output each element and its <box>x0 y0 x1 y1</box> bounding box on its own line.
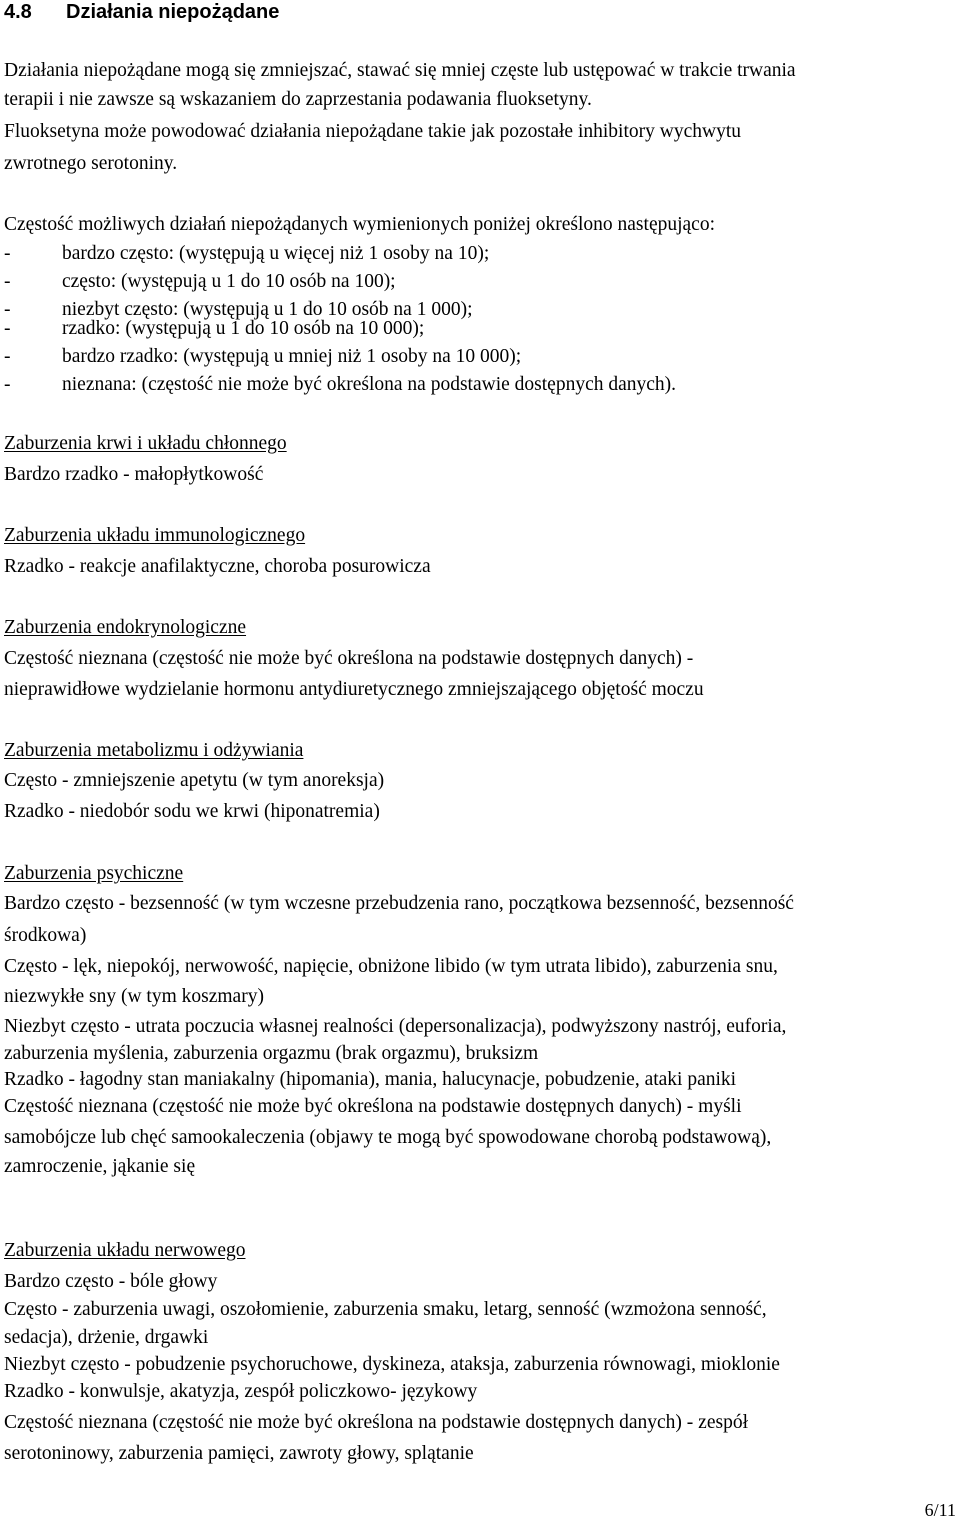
section-heading <box>4 0 279 24</box>
group-line: Często - zaburzenia uwagi, oszołomienie, zaburzenia smaku, letarg, senność (wzmożona senność, <box>4 1299 767 1320</box>
frequency-item: - często: (występują u 1 do 10 osób na 100); <box>4 271 396 292</box>
group-line: Często - zmniejszenie apetytu (w tym anoreksja) <box>4 770 385 791</box>
bullet-dash: - <box>4 318 11 339</box>
group-line: Rzadko - niedobór sodu we krwi (hiponatremia) <box>4 801 380 822</box>
group-line: Bardzo często - bezsenność (w tym wczesne przebudzenia rano, początkowa bezsenność, bezsenność <box>4 893 794 914</box>
bullet-dash: - <box>4 374 11 395</box>
group-line: nieprawidłowe wydzielanie hormonu antydiuretycznego zmniejszającego objętość moczu <box>4 679 704 700</box>
frequency-item: - nieznana: (częstość nie może być określona na podstawie dostępnych danych). <box>4 374 677 395</box>
section-title: Działania niepożądane <box>66 1 280 23</box>
group-line: Często - lęk, niepokój, nerwowość, napięcie, obniżone libido (w tym utrata libido), zaburzenia snu, <box>4 956 778 977</box>
section-number: 4.8 <box>4 1 32 23</box>
group-heading-nervous: Zaburzenia układu nerwowego <box>4 1240 246 1261</box>
group-line: Rzadko - reakcje anafilaktyczne, choroba posurowicza <box>4 556 431 577</box>
group-line: samobójcze lub chęć samookaleczenia (objawy te mogą być spowodowane chorobą podstawową), <box>4 1127 772 1148</box>
group-heading-immune: Zaburzenia układu immunologicznego <box>4 525 306 546</box>
group-line: Rzadko - konwulsje, akatyzja, zespół policzkowo- językowy <box>4 1381 478 1402</box>
group-heading-blood: Zaburzenia krwi i układu chłonnego <box>4 433 287 454</box>
intro-line: Fluoksetyna może powodować działania niepożądane takie jak pozostałe inhibitory wychwytu <box>4 121 741 142</box>
group-line: niezwykłe sny (w tym koszmary) <box>4 986 264 1007</box>
group-line: Rzadko - łagodny stan maniakalny (hipomania), mania, halucynacje, pobudzenie, ataki paniki <box>4 1069 737 1090</box>
group-line: Bardzo rzadko - małopłytkowość <box>4 464 264 485</box>
group-line: Niezbyt często - pobudzenie psychoruchowe, dyskineza, ataksja, zaburzenia równowagi, mioklonie <box>4 1354 780 1375</box>
group-line: Bardzo często - bóle głowy <box>4 1271 218 1292</box>
group-line: zamroczenie, jąkanie się <box>4 1156 196 1177</box>
intro-line: Działania niepożądane mogą się zmniejszać, stawać się mniej częste lub ustępować w trakcie trwania <box>4 60 796 81</box>
bullet-dash: - <box>4 243 11 264</box>
group-line: Częstość nieznana (częstość nie może być określona na podstawie dostępnych danych) - zespół <box>4 1412 748 1433</box>
intro-line: terapii i nie zawsze są wskazaniem do zaprzestania podawania fluoksetyny. <box>4 89 592 110</box>
frequency-item: - bardzo często: (występują u więcej niż 1 osoby na 10); <box>4 243 490 264</box>
frequency-intro: Częstość możliwych działań niepożądanych wymienionych poniżej określono następująco: <box>4 214 715 235</box>
group-heading-metabolism: Zaburzenia metabolizmu i odżywiania <box>4 740 304 761</box>
group-line: środkowa) <box>4 925 87 946</box>
frequency-item: - bardzo rzadko: (występują u mniej niż 1 osoby na 10 000); <box>4 346 522 367</box>
frequency-item: - rzadko: (występują u 1 do 10 osób na 10 000); <box>4 318 425 339</box>
intro-line: zwrotnego serotoniny. <box>4 153 178 174</box>
group-line: sedacja), drżenie, drgawki <box>4 1327 209 1348</box>
frequency-item: - niezbyt często: (występują u 1 do 10 osób na 1 000); <box>4 299 473 320</box>
page-number: 6/11 <box>924 1500 956 1520</box>
group-line: Częstość nieznana (częstość nie może być określona na podstawie dostępnych danych) - <box>4 648 694 669</box>
group-line: Niezbyt często - utrata poczucia własnej realności (depersonalizacja), podwyższony nastrój, euforia, <box>4 1016 787 1037</box>
group-heading-psychiatric: Zaburzenia psychiczne <box>4 863 184 884</box>
bullet-dash: - <box>4 271 11 292</box>
group-line: serotoninowy, zaburzenia pamięci, zawroty głowy, splątanie <box>4 1443 474 1464</box>
group-heading-endocrine: Zaburzenia endokrynologiczne <box>4 617 247 638</box>
group-line: zaburzenia myślenia, zaburzenia orgazmu (brak orgazmu), bruksizm <box>4 1043 539 1064</box>
group-line: Częstość nieznana (częstość nie może być określona na podstawie dostępnych danych) - myśli <box>4 1096 742 1117</box>
bullet-dash: - <box>4 346 11 367</box>
bullet-dash: - <box>4 299 11 320</box>
